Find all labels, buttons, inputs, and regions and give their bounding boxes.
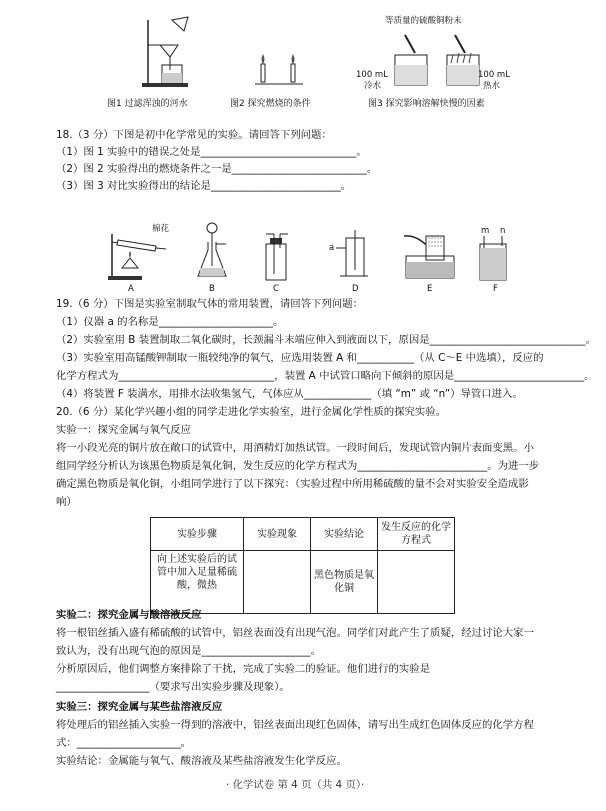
- apparatus-label-b: B: [209, 284, 215, 294]
- exp3-para-1: 将处理后的铝丝插入实验一得到的溶液中，铝丝表面出现红色固体，请写出生成红色固体反应的化学方程: [56, 719, 534, 731]
- powder-label: 等质量的硫酸铜粉末: [385, 16, 462, 26]
- apparatus-label-c: C: [273, 284, 279, 294]
- apparatus-label-a: A: [128, 284, 134, 294]
- apparatus-label-e: E: [427, 284, 433, 294]
- q19-line-3a: （3）实验室用高锰酸钾制取一瓶较纯净的氧气，应选用装置 A 和___________（从 C～E 中选填），反应的: [56, 352, 544, 364]
- table-cell-conclusion: 黑色物质是氧化铜: [311, 551, 378, 614]
- apparatus-f-icon: [478, 236, 510, 282]
- table-header-row: [151, 518, 455, 551]
- q18-line-3: （3）图 3 对比实验得出的结论是_________________________。: [56, 180, 352, 192]
- figure-2-combustion: [255, 50, 305, 90]
- table-row: [151, 551, 455, 614]
- table-cell-phenomenon[interactable]: [244, 551, 311, 614]
- figure-1-filtration: [140, 15, 200, 95]
- exp1-para-1: 将一小段光亮的铜片放在敞口的试管中，用酒精灯加热试管。一段时间后，发现试管内铜片表面变黑。小: [56, 442, 534, 454]
- cotton-label: 棉花: [152, 224, 170, 234]
- apparatus-b-icon: [196, 220, 228, 282]
- hot-label: 热水: [483, 81, 501, 91]
- exp2-para-2: 致认为，没有出现气泡的原因是_____________________。: [56, 645, 321, 657]
- tube-m-label: m: [481, 226, 490, 236]
- q19-stem: 19.（6 分）下图是实验室制取气体的常用装置，请回答下列问题：: [56, 298, 363, 310]
- table-header: 实验现象: [244, 518, 311, 551]
- table-header: 实验步骤: [151, 518, 244, 551]
- tube-n-label: n: [500, 226, 506, 236]
- figure-3-caption: 图3 探究影响溶解快慢的因素: [368, 99, 485, 109]
- figure-2-caption: 图2 探究燃烧的条件: [230, 99, 311, 109]
- exp1-para-3: 确定黑色物质是氧化铜，小组同学进行了以下探究：（实验过程中所用稀硫酸的量不会对实验安全造成影: [56, 478, 529, 490]
- apparatus-label-d: D: [352, 284, 359, 294]
- q19-line-3b: 化学方程式为______________________________，装置 A 中试管口略向下倾斜的原因是_________________________。: [56, 370, 595, 382]
- q19-line-4: （4）将装置 F 装满水，用排水法收集氢气，气体应从_____________（填 “m” 或 “n”）导管口进入。: [56, 388, 523, 400]
- hot-volume: 100 mL: [478, 70, 510, 80]
- q19-line-2: （2）实验室用 B 装置制取二氧化碳时，长颈漏斗末端应伸入到液面以下，原因是______________________________。: [56, 334, 596, 346]
- q18-stem: 18.（3 分）下图是初中化学常见的实验。请回答下列问题：: [56, 129, 332, 141]
- exp1-title: 实验一：探究金属与氧气反应: [56, 424, 192, 436]
- cold-volume: 100 mL: [356, 70, 388, 80]
- exp3-conclusion: 实验结论：金属能与氧气、酸溶液及某些盐溶液发生化学反应。: [56, 755, 347, 767]
- q18-line-2: （2）图 2 实验得出的燃烧条件之一是__________________________。: [56, 163, 378, 175]
- exp2-para-3: 分析原因后，他们调整方案排除了干扰，完成了实验二的验证。他们进行的实验是: [56, 663, 431, 675]
- exp2-title: 实验二：探究金属与酸溶液反应: [56, 609, 202, 621]
- exp3-para-2: 式：____________________。: [56, 737, 192, 749]
- apparatus-label-f: F: [493, 284, 498, 294]
- exp2-para-1: 将一根铝丝插入盛有稀硫酸的试管中，铝丝表面没有出现气泡。同学们对此产生了质疑，经过讨论大家一: [56, 627, 534, 639]
- apparatus-d-icon: [336, 230, 370, 282]
- q19-line-1: （1）仪器 a 的名称是______________________。: [56, 316, 284, 328]
- exp1-para-4: 响）: [56, 496, 77, 508]
- apparatus-e-icon: [402, 232, 458, 282]
- exp2-para-4: __________________（要求写出实验步骤及现象）。: [56, 681, 290, 693]
- figure-1-caption: 图1 过滤浑浊的河水: [107, 99, 188, 109]
- exp1-para-2: 组同学经分析认为该黑色物质是氧化铜，发生反应的化学方程式为_________________________。为进一步: [56, 460, 540, 472]
- table-cell-equation[interactable]: [378, 551, 455, 614]
- apparatus-a-icon: [108, 232, 168, 282]
- instrument-a-label: a: [329, 243, 335, 253]
- exp3-title: 实验三：探究金属与某些盐溶液反应: [56, 701, 223, 713]
- exp1-table: [150, 517, 455, 614]
- apparatus-c-icon: [262, 234, 290, 282]
- table-header: 实验结论: [311, 518, 378, 551]
- page-footer: · 化学试卷 第 4 页（共 4 页）·: [226, 779, 365, 791]
- q18-line-1: （1）图 1 实验中的错误之处是______________________________。: [56, 146, 367, 158]
- cold-label: 冷水: [364, 81, 382, 91]
- table-header: 发生反应的化学方程式: [378, 518, 455, 551]
- q20-stem: 20.（6 分）某化学兴趣小组的同学走进化学实验室，进行金属化学性质的探究实验。: [56, 406, 447, 418]
- figure-3-dissolution: [385, 35, 495, 90]
- table-cell-step: 向上述实验后的试管中加入足量稀硫酸，微热: [151, 551, 244, 614]
